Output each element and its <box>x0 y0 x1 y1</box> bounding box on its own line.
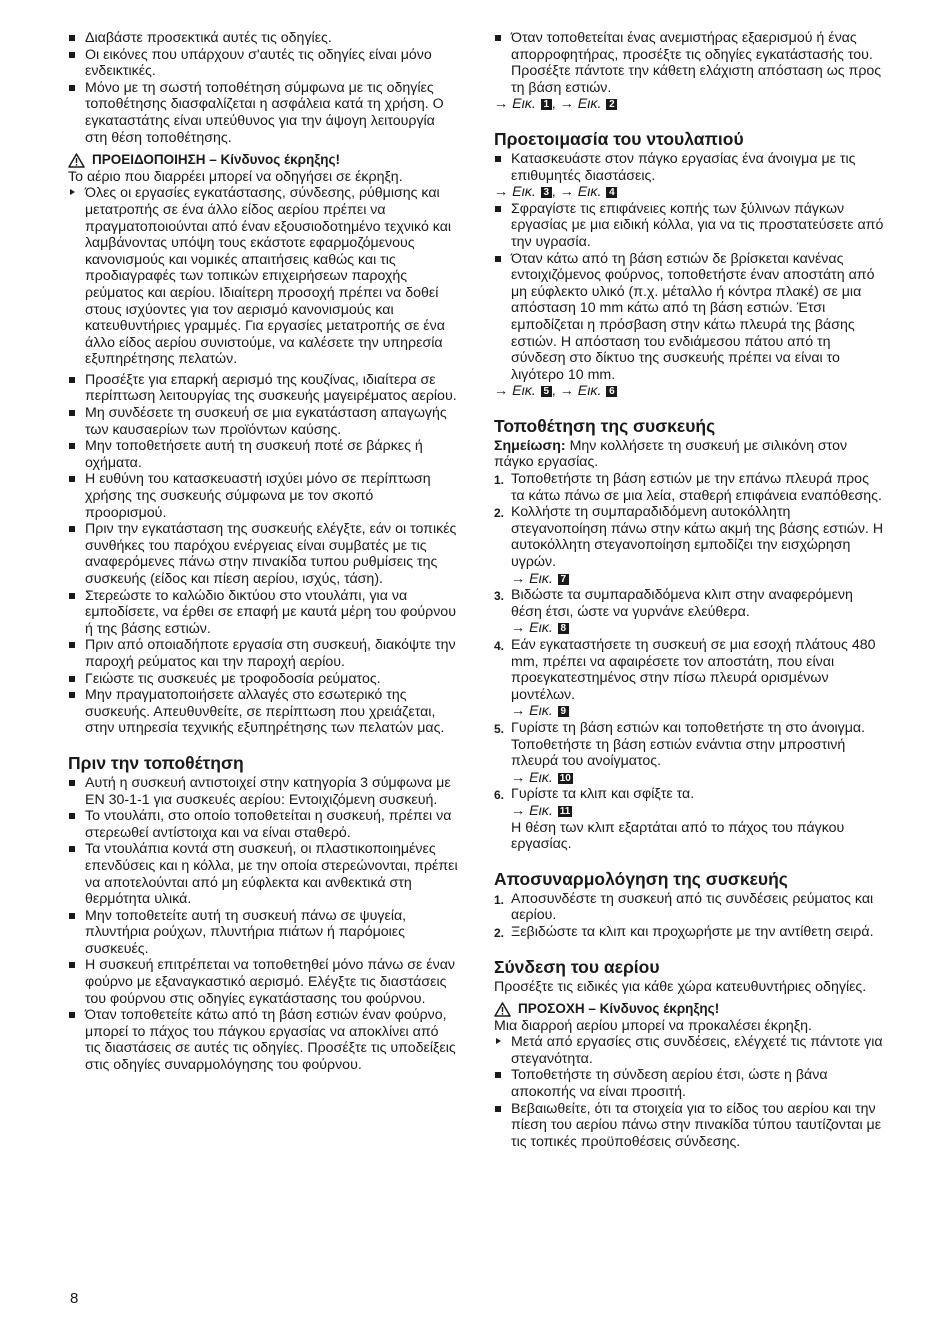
fig-badge: 8 <box>558 623 569 634</box>
caution-heading <box>494 1001 886 1018</box>
fig-ref-3-4: → Εικ. 3 , → Εικ. 4 <box>494 184 886 201</box>
fig-badge: 6 <box>606 386 617 397</box>
remove-step-2: 2. Ξεβιδώστε τα κλιπ και προχωρήστε με την αντίθετη σειρά. <box>494 923 874 940</box>
warning-text: Το αέριο που διαρρέει μπορεί να οδηγήσει σε έκρηξη. <box>68 168 403 185</box>
right-column <box>494 30 886 1150</box>
fig-ref-9: → Εικ. 9 <box>494 703 886 720</box>
before-item-5: Η συσκευή επιτρέπεται να τοποθετηθεί μόνο πάνω σε έναν φούρνο με εξαναγκαστικό αερισμό. Ελέγξτε τις διαστάσεις του φούρνου στις οδηγίες εγκατάστασης του φούρνου. <box>68 957 458 1007</box>
removal-heading: Αποσυναρμολόγηση της συσκευής <box>494 868 788 889</box>
fig-badge: 1 <box>541 99 552 110</box>
fig-badge: 10 <box>559 772 571 784</box>
safety-item-7: Πριν από οποιαδήποτε εργασία στη συσκευή, διακόψτε την παροχή ρεύματος και την παροχή αερίου. <box>68 637 458 670</box>
before-item-4: Μην τοποθετείτε αυτή τη συσκευή πάνω σε ψυγεία, πλυντήρια ρούχων, πλυντήρια πιάτων ή παρόμοιες συσκευές. <box>68 908 458 958</box>
before-item-1: Αυτή η συσκευή αντιστοιχεί στην κατηγορία 3 σύμφωνα με EN 30-1-1 για συσκευές αερίου: Εντοιχιζόμενη συσκευή. <box>68 775 458 808</box>
caution-title: ΠΡΟΣΟΧΗ – Κίνδυνος έκρηξης! <box>518 1001 720 1017</box>
cabinet-prep-heading: Προετοιμασία του ντουλαπιού <box>494 128 744 149</box>
fig-badge: 4 <box>606 187 617 198</box>
fig-badge: 9 <box>558 706 569 717</box>
install-step-3: 3. Βιδώστε τα συμπαραδιδόμενα κλιπ στην αναφερόμενη θέση έτσι, ώστε να γυρνάνε ελεύθερα. <box>494 587 853 620</box>
safety-item-2: Μη συνδέσετε τη συσκευή σε μια εγκατάσταση απαγωγής των καυσαερίων των προϊόντων καύσης. <box>68 405 458 438</box>
prep-item-2: Σφραγίστε τις επιφάνειες κοπής των ξύλινων πάγκων εργασίας με μια ειδική κόλλα, για να τις προστατεύσετε από την υγρασία. <box>494 201 886 251</box>
installation-heading: Τοποθέτηση της συσκευής <box>494 415 716 436</box>
remove-step-1: 1. Αποσυνδέστε τη συσκευή από τις συνδέσεις ρεύματος και αερίου. <box>494 890 874 924</box>
fig-ref-11: → Εικ. 11 <box>511 802 571 819</box>
gas-item-1: Τοποθετήστε τη σύνδεση αερίου έτσι, ώστε η βάνα αποκοπής να είναι προσιτή. <box>494 1067 886 1100</box>
intro-item-2: Οι εικόνες που υπάρχουν σ'αυτές τις οδηγίες είναι μόνο ενδεικτικές. <box>68 47 458 80</box>
fig-badge: 5 <box>541 386 552 397</box>
prep-item-1: Κατασκευάστε στον πάγκο εργασίας ένα άνοιγμα με τις επιθυμητές διαστάσεις. <box>494 151 886 184</box>
caution-action: Μετά από εργασίες στις συνδέσεις, ελέγχετέ τις πάντοτε για στεγανότητα. <box>494 1034 886 1067</box>
fig-ref-7: → Εικ. 7 <box>494 571 886 588</box>
before-item-2: Το ντουλάπι, στο οποίο τοποθετείται η συσκευή, πρέπει να στερεωθεί αντίστοιχα και να είναι σταθερό. <box>68 808 458 841</box>
warning-heading <box>68 152 458 169</box>
caution-text: Μια διαρροή αερίου μπορεί να προκαλέσει έκρηξη. <box>494 1017 812 1034</box>
fig-ref-8: → Εικ. 8 <box>494 620 886 637</box>
warning-triangle-icon <box>494 1002 511 1017</box>
install-step-5: 5. Γυρίστε τη βάση εστιών και τοποθετήστε τη στο άνοιγμα. Τοποθετήστε τη βάση εστιών ενάντια στην μπροστινή πλευρά του ανοίγματος. <box>494 719 866 770</box>
install-step-6-note: Η θέση των κλιπ εξαρτάται από το πάχος του πάγκου εργασίας. <box>511 819 845 853</box>
install-step-1: 1. Τοποθετήστε τη βάση εστιών με την επάνω πλευρά προς τα κάτω πάνω σε μια λεία, σταθερή επιφάνεια εναπόθεσης. <box>494 471 882 504</box>
gas-item-2: Βεβαιωθείτε, ότι τα στοιχεία για το είδος του αερίου και την πίεση του αερίου πάνω στην πινακίδα τύπου ταυτίζονται με τις τοπικές προϋποθέσεις σύνδεσης. <box>494 1101 886 1151</box>
before-item-6: Όταν τοποθετείτε κάτω από τη βάση εστιών έναν φούρνο, μπορεί το πάχος του πάγκου εργασίας να αποκλίνει από τις διαστάσεις σε αυτές τις οδηγίες. Προσέξτε τις υποδείξεις στις οδηγίες συναρμολόγησης του φούρνου. <box>68 1007 458 1073</box>
install-step-2: 2. Κολλήστε τη συμπαραδιδόμενη αυτοκόλλητη στεγανοποίηση πάνω στην κάτω ακμή της βάσης εστιών. Η αυτοκόλλητη στεγανοποίηση εμποδίζει την εισχώρηση υγρών. <box>494 504 884 571</box>
fig-badge: 11 <box>559 805 571 817</box>
intro-item-3: Μόνο με τη σωστή τοποθέτηση σύμφωνα με τις οδηγίες τοποθέτησης διασφαλίζεται η ασφάλεια κατά τη χρήση. Ο εγκαταστάτης είναι υπεύθυνος για την άψογη λειτουργία στη θέση τοποθέτησης. <box>68 80 458 146</box>
warning-title: ΠΡΟΕΙΔΟΠΟΙΗΣΗ – Κίνδυνος έκρηξης! <box>92 152 341 168</box>
fig-badge: 7 <box>558 574 569 585</box>
safety-item-3: Μην τοποθετήσετε αυτή τη συσκευή ποτέ σε βάρκες ή οχήματα. <box>68 438 458 471</box>
installation-note: Σημείωση: Μην κολλήσετε τη συσκευή με σιλικόνη στον πάγκο εργασίας. <box>494 437 848 471</box>
before-item-3: Τα ντουλάπια κοντά στη συσκευή, οι πλαστικοποιημένες επενδύσεις και η κόλλα, με την οποία στερεώνονται, πρέπει να αποτελούνται από μη εύφλεκτα και ανθεκτικά στη θερμότητα υλικά. <box>68 841 458 907</box>
before-installation-heading: Πριν την τοποθέτηση <box>68 752 244 773</box>
safety-item-4: Η ευθύνη του κατασκευαστή ισχύει μόνο σε περίπτωση χρήσης της συσκευής σύμφωνα με τον σκοπό προορισμού. <box>68 471 458 521</box>
safety-item-8: Γειώστε τις συσκευές με τροφοδοσία ρεύματος. <box>68 671 458 688</box>
gas-intro: Προσέξτε τις ειδικές για κάθε χώρα κατευθυντήριες οδηγίες. <box>494 978 867 995</box>
warning-triangle-icon <box>68 153 85 168</box>
gas-connection-heading: Σύνδεση του αερίου <box>494 956 660 977</box>
fig-ref-5-6: → Εικ. 5 , → Εικ. 6 <box>494 383 886 400</box>
fig-ref-1-2: → Εικ. 1 , → Εικ. 2 <box>494 96 886 113</box>
left-column <box>68 30 458 1074</box>
prep-item-3: Όταν κάτω από τη βάση εστιών δε βρίσκεται κανένας εντοιχιζόμενος φούρνος, τοποθετήστε έναν αποστάτη από μη εύφλεκτο υλικό (π.χ. μέταλλο ή κόντρα πλακέ) σε μια απόσταση 10 mm κάτω από τη βάση εστιών. Έτσι εμποδίζεται η πρόσβαση στην κάτω πλευρά της βάσης εστιών. Η απόσταση του ενδιάμεσου πάτου από τη σύνδεση στο δίκτυο της συσκευής πρέπει να είναι το λιγότερο 10 mm. <box>494 251 886 384</box>
install-step-4: 4. Εάν εγκαταστήσετε τη συσκευή σε μια εσοχή πλάτους 480 mm, πρέπει να αφαιρέσετε τον αποστάτη, που είναι προεγκατεστημένος στην πίσω πλευρά ορισμένων μοντέλων. <box>494 637 876 703</box>
intro-item-1: Διαβάστε προσεκτικά αυτές τις οδηγίες. <box>68 30 458 47</box>
safety-item-5: Πριν την εγκατάσταση της συσκευής ελέγξτε, εάν οι τοπικές συνθήκες του παρόχου ενέργειας είναι συμβατές με τις αναφερόμενες πάνω στην πινακίδα τυπου ρυθμίσεις της συσκευής (είδος και πίεση αερίου, ισχύς, τάση). <box>68 521 458 587</box>
safety-item-6: Στερεώστε το καλώδιο δικτύου στο ντουλάπι, για να εμποδίσετε, να έρθει σε επαφή με καυτά μέρη του φούρνου ή της βάσης εστιών. <box>68 588 458 638</box>
fig-badge: 3 <box>541 187 552 198</box>
fan-item: Όταν τοποθετείται ένας ανεμιστήρας εξαερισμού ή ένας απορροφητήρας, προσέξτε τις οδηγίες εγκατάστασής του. Προσέξτε πάντοτε την κάθετη ελάχιστη απόσταση ως προς τη βάση εστιών. <box>494 30 886 96</box>
fig-badge: 2 <box>606 99 617 110</box>
warning-action: Όλες οι εργασίες εγκατάστασης, σύνδεσης, ρύθμισης και μετατροπής σε ένα άλλο είδος αερίου πρέπει να πραγματοποιούνται από έναν εξουσιοδοτημένο τεχνικό και λαμβάνοντας υπόψη τους εκάστοτε εφαρμοζόμενους κανονισμούς και νομικές απαιτήσεις καθώς και τις προδιαγραφές των τοπικών επιχειρήσεων παροχής ρεύματος και αερίου. Ιδιαίτερη προσοχή πρέπει να δοθεί στους ισχύοντες για τον αερισμό κανονισμούς και κατευθυντήριες γραμμές. Για εργασίες μετατροπής σε ένα άλλο είδος αερίου συνιστούμε, να καλέσετε την υπηρεσία εξυπηρέτησης πελατών. <box>68 185 458 368</box>
page-number: 8 <box>70 1290 79 1307</box>
fig-ref-10: → Εικ. 10 <box>511 769 571 786</box>
install-step-6: 6. Γυρίστε τα κλιπ και σφίξτε τα. <box>494 786 695 803</box>
safety-item-1: Προσέξτε για επαρκή αερισμό της κουζίνας, ιδιαίτερα σε περίπτωση λειτουργίας της συσκευής μαγειρέματος αερίου. <box>68 372 458 405</box>
safety-item-9: Μην πραγματοποιήσετε αλλαγές στο εσωτερικό της συσκευής. Απευθυνθείτε, σε περίπτωση που χρειάζεται, στην υπηρεσία τεχνικής εξυπηρέτησης των πελατών μας. <box>68 687 458 737</box>
